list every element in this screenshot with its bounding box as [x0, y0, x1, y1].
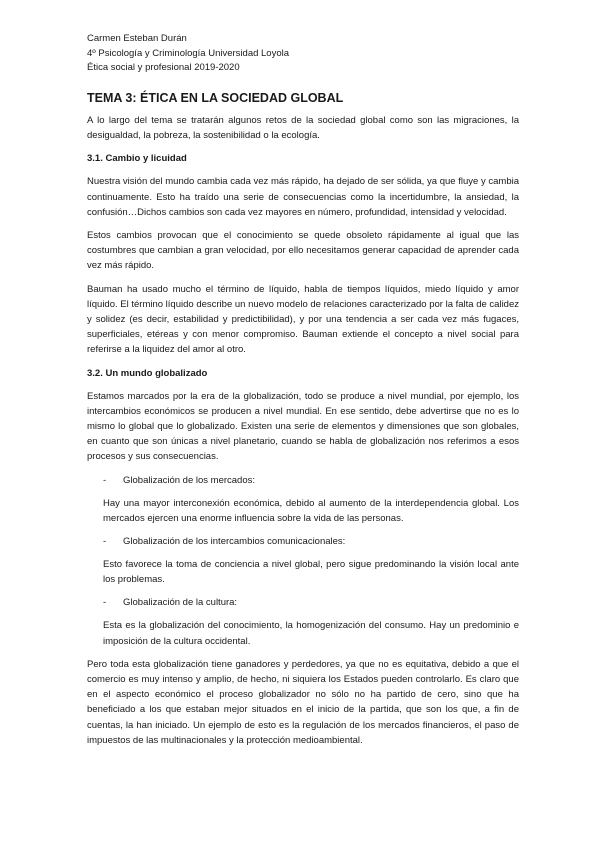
course-name: 4º Psicología y Criminología Universidad Loyola: [87, 47, 290, 59]
bullet-item: [103, 473, 519, 488]
document-title: TEMA 3: ÉTICA EN LA SOCIEDAD GLOBAL: [87, 91, 344, 105]
bullet-item: [103, 534, 519, 549]
bullet-dash: -: [103, 474, 107, 486]
bullet-text: Esto favorece la toma de conciencia a nivel global, pero sigue predominando la visión local ante los problemas.: [103, 559, 519, 586]
bullet-text: Hay una mayor interconexión económica, debido al aumento de la interdependencia global. Los mercados ejercen una enorme influencia sobre la vida de las personas.: [103, 497, 519, 524]
intro-paragraph: A lo largo del tema se tratarán algunos retos de la sociedad global como son las migraciones, la desigualdad, la pobreza, la sostenibilidad o la ecología.: [87, 115, 519, 142]
paragraph: Estos cambios provocan que el conocimiento se quede obsoleto rápidamente al igual que las costumbres que cambian a gran velocidad, por ello necesitamos generar capacidad de aprender cada vez más rápido.: [87, 230, 519, 272]
subject-name: Ética social y profesional 2019-2020: [87, 62, 240, 73]
paragraph: Pero toda esta globalización tiene ganadores y perdedores, ya que no es equitativa, debido a que el comercio es muy intenso y amplio, de hecho, ni siquiera los Estados pueden controlarlo. Es claro que en el aspecto económico el proceso globalizador no sólo no ha partido de cero, sino que ha beneficiado a los que estaban mejor situados en el inicio de la partida, que son los que, a fin de cuentas, la han iniciado. Un ejemplo de esto es la regulación de los mercados financieros, el paso de impuestos de las multinacionales y la protección medioambiental.: [87, 658, 519, 746]
bullet-dash: -: [103, 536, 107, 548]
author-name: Carmen Esteban Durán: [87, 33, 187, 44]
bullet-label: Globalización de los intercambios comunicacionales:: [123, 536, 346, 548]
bullet-item: [103, 595, 519, 610]
paragraph: Estamos marcados por la era de la globalización, todo se produce a nivel mundial, por ejemplo, los intercambios económicos se producen a nivel mundial. En ese sentido, debe advertirse que no es lo mismo lo global que lo globalizado. Existen una serie de elementos y dimensiones que son globales, en cuanto que son únicas a nivel planetario, cuando se habla de globalización nos referimos a esos procesos y sus consecuencias.: [87, 390, 519, 463]
section-heading: 3.1. Cambio y licuidad: [87, 153, 187, 165]
bullet-label: Globalización de los mercados:: [123, 474, 256, 486]
bullet-dash: -: [103, 597, 107, 609]
paragraph: Nuestra visión del mundo cambia cada vez más rápido, ha dejado de ser sólida, ya que fluye y cambia continuamente. Esto ha traído una serie de consecuencias como la incertidumbre, la ansiedad, la confusión…Dichos cambios son cada vez mayores en número, profundidad, intensidad y velocidad.: [87, 176, 519, 218]
section-heading: 3.2. Un mundo globalizado: [87, 367, 208, 379]
bullet-text: Esta es la globalización del conocimiento, la homogenización del consumo. Hay un predominio e imposición de la cultura occidental.: [103, 620, 519, 647]
document-body: [87, 90, 519, 756]
document-header: [87, 32, 289, 76]
paragraph: Bauman ha usado mucho el término de líquido, habla de tiempos líquidos, miedo líquido y amor líquido. El término líquido describe un nuevo modelo de relaciones caracterizado por la falta de calidez y solidez (es decir, estabilidad y predictibilidad), y por una tendencia a ser cada vez más fugaces, superficiales, etéreas y con menor compromiso. Bauman extiende el concepto a nivel social para referirse a la liquidez del amor al otro.: [87, 283, 519, 356]
bullet-label: Globalización de la cultura:: [123, 597, 238, 609]
